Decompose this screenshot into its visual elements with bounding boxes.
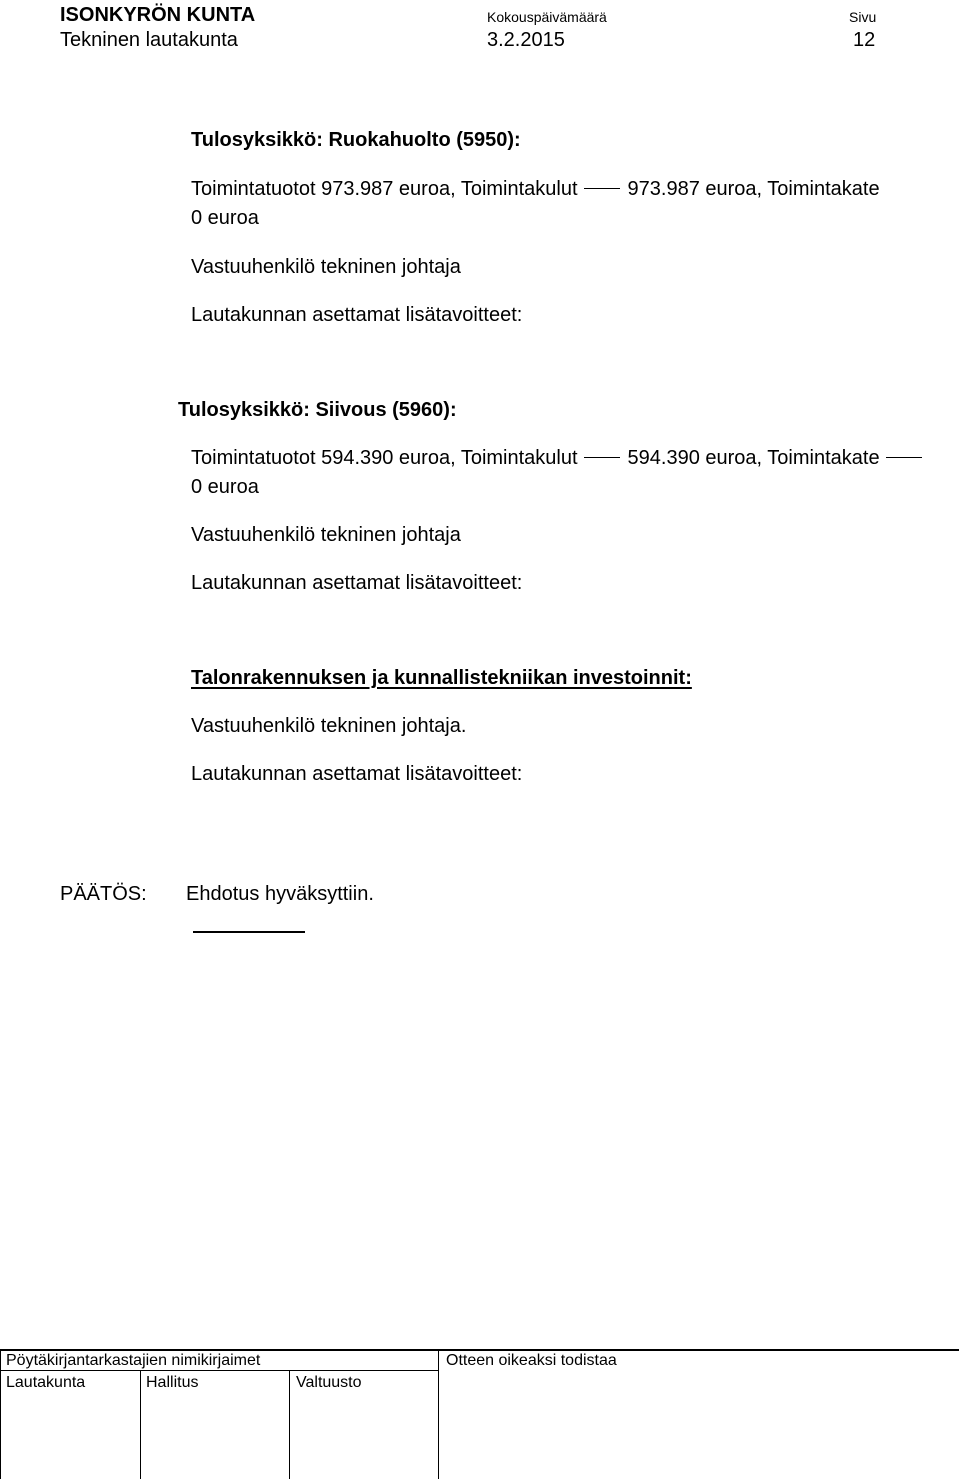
page-number: 12	[853, 29, 876, 51]
organization-name: ISONKYRÖN KUNTA	[60, 4, 256, 26]
section-heading-investments: Talonrakennuksen ja kunnallistekniikan investoinnit:	[191, 667, 692, 689]
footer-column-divider	[438, 1349, 439, 1479]
signature-footer	[0, 1349, 959, 1479]
board-goals: Lautakunnan asettamat lisätavoitteet:	[191, 304, 523, 326]
meeting-date: 3.2.2015	[487, 29, 565, 51]
board-goals: Lautakunnan asettamat lisätavoitteet:	[191, 763, 523, 785]
expense-text: 973.987 euroa, Toimintakate	[627, 178, 880, 200]
footer-column-divider	[289, 1371, 290, 1479]
decision-label: PÄÄTÖS:	[60, 883, 147, 905]
responsible-person: Vastuuhenkilö tekninen johtaja.	[191, 715, 467, 737]
footer-left-border	[0, 1349, 1, 1479]
footer-top-border	[0, 1349, 959, 1351]
section-heading-ruokahuolto: Tulosyksikkö: Ruokahuolto (5950):	[191, 129, 521, 151]
page-label: Sivu	[849, 9, 877, 25]
expense-text: 594.390 euroa, Toimintakate	[627, 447, 880, 469]
income-text: Toimintatuotot 594.390 euroa, Toimintakulut	[191, 447, 578, 469]
margin-text: 0 euroa	[191, 207, 259, 229]
footer-column-lautakunta: Lautakunta	[6, 1374, 86, 1391]
board-name: Tekninen lautakunta	[60, 29, 238, 51]
financials-line	[191, 178, 880, 201]
footer-column-valtuusto: Valtuusto	[296, 1374, 362, 1391]
income-text: Toimintatuotot 973.987 euroa, Toimintakulut	[191, 178, 578, 200]
dash-separator	[886, 457, 922, 459]
decision-text: Ehdotus hyväksyttiin.	[186, 883, 374, 905]
financials-line	[191, 447, 930, 470]
meeting-date-label: Kokouspäivämäärä	[487, 9, 607, 25]
responsible-person: Vastuuhenkilö tekninen johtaja	[191, 256, 461, 278]
footer-column-hallitus: Hallitus	[146, 1374, 199, 1391]
signatures-label: Pöytäkirjantarkastajien nimikirjaimet	[6, 1352, 261, 1369]
dash-separator	[584, 457, 620, 459]
dash-separator	[584, 188, 620, 190]
responsible-person: Vastuuhenkilö tekninen johtaja	[191, 524, 461, 546]
decision-rule	[193, 931, 305, 933]
footer-inner-divider	[0, 1370, 438, 1371]
section-heading-siivous: Tulosyksikkö: Siivous (5960):	[178, 399, 457, 421]
margin-text: 0 euroa	[191, 476, 259, 498]
certified-label: Otteen oikeaksi todistaa	[446, 1352, 617, 1369]
footer-column-divider	[140, 1371, 141, 1479]
board-goals: Lautakunnan asettamat lisätavoitteet:	[191, 572, 523, 594]
